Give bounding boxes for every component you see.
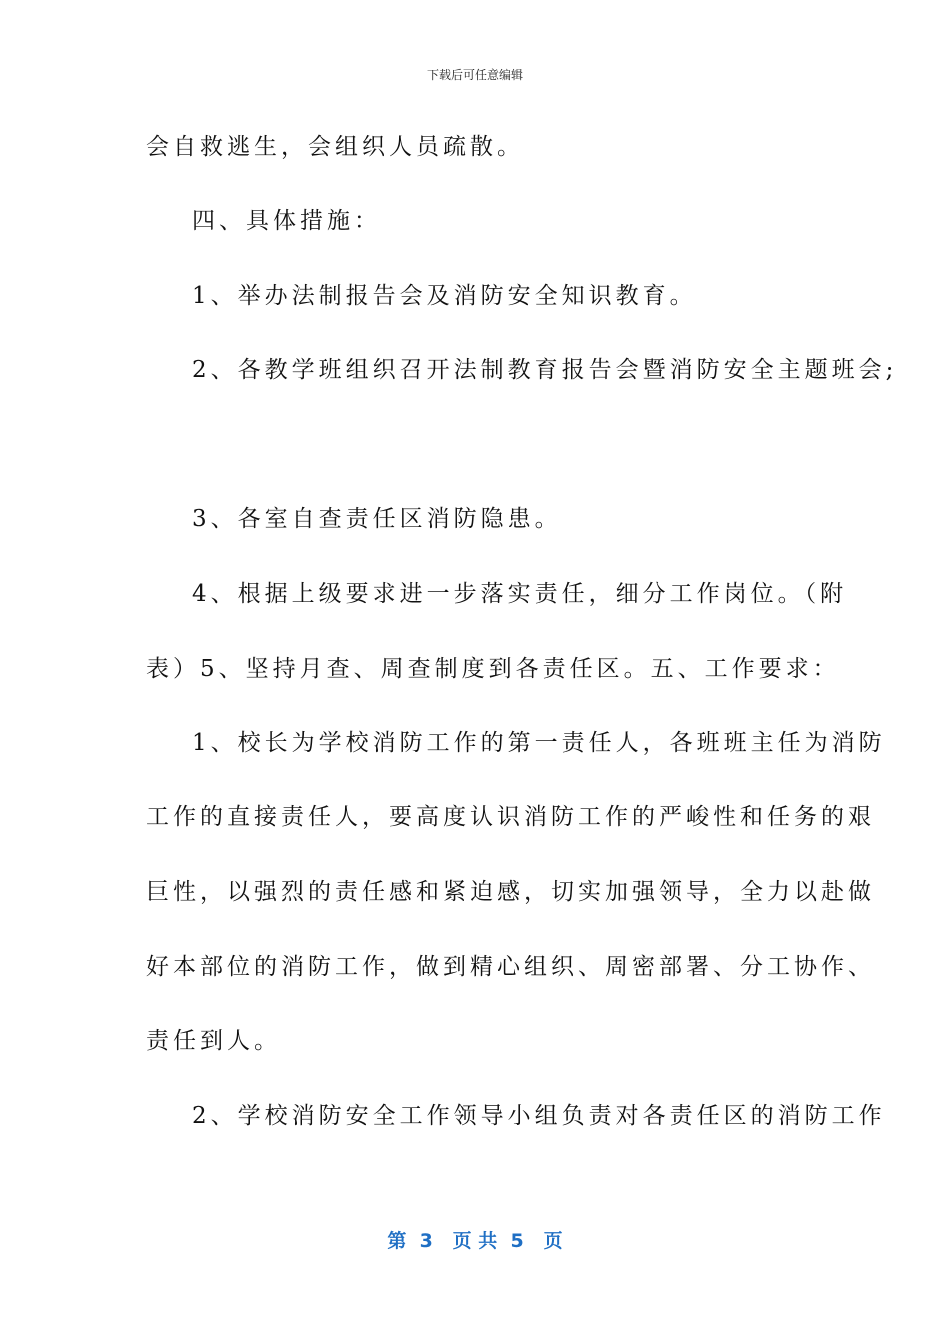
section-heading: 四、具体措施： bbox=[192, 208, 381, 234]
list-item: 3、各室自查责任区消防隐患。 bbox=[192, 506, 562, 532]
text-line: 好本部位的消防工作，做到精心组织、周密部署、分工协作、 bbox=[146, 954, 875, 980]
list-item: 2、各教学班组织召开法制教育报告会暨消防安全主题班会; bbox=[192, 357, 898, 383]
list-item: 2、学校消防安全工作领导小组负责对各责任区的消防工作 bbox=[192, 1103, 886, 1129]
list-item: 1、校长为学校消防工作的第一责任人，各班班主任为消防 bbox=[192, 730, 886, 756]
text-line: 巨性，以强烈的责任感和紧迫感，切实加强领导，全力以赴做 bbox=[146, 879, 875, 905]
list-item: 4、根据上级要求进一步落实责任，细分工作岗位。（附 bbox=[192, 581, 848, 607]
text-line: 表）5、坚持月查、周查制度到各责任区。五、工作要求： bbox=[146, 656, 840, 682]
text-line: 会自救逃生，会组织人员疏散。 bbox=[146, 134, 524, 160]
page-header-note: 下载后可任意编辑 bbox=[426, 68, 523, 82]
text-line: 责任到人。 bbox=[146, 1028, 281, 1054]
page-number: 第 3 页 共 5 页 bbox=[387, 1230, 563, 1252]
text-line: 工作的直接责任人，要高度认识消防工作的严峻性和任务的艰 bbox=[146, 804, 875, 830]
list-item: 1、举办法制报告会及消防安全知识教育。 bbox=[192, 283, 697, 309]
